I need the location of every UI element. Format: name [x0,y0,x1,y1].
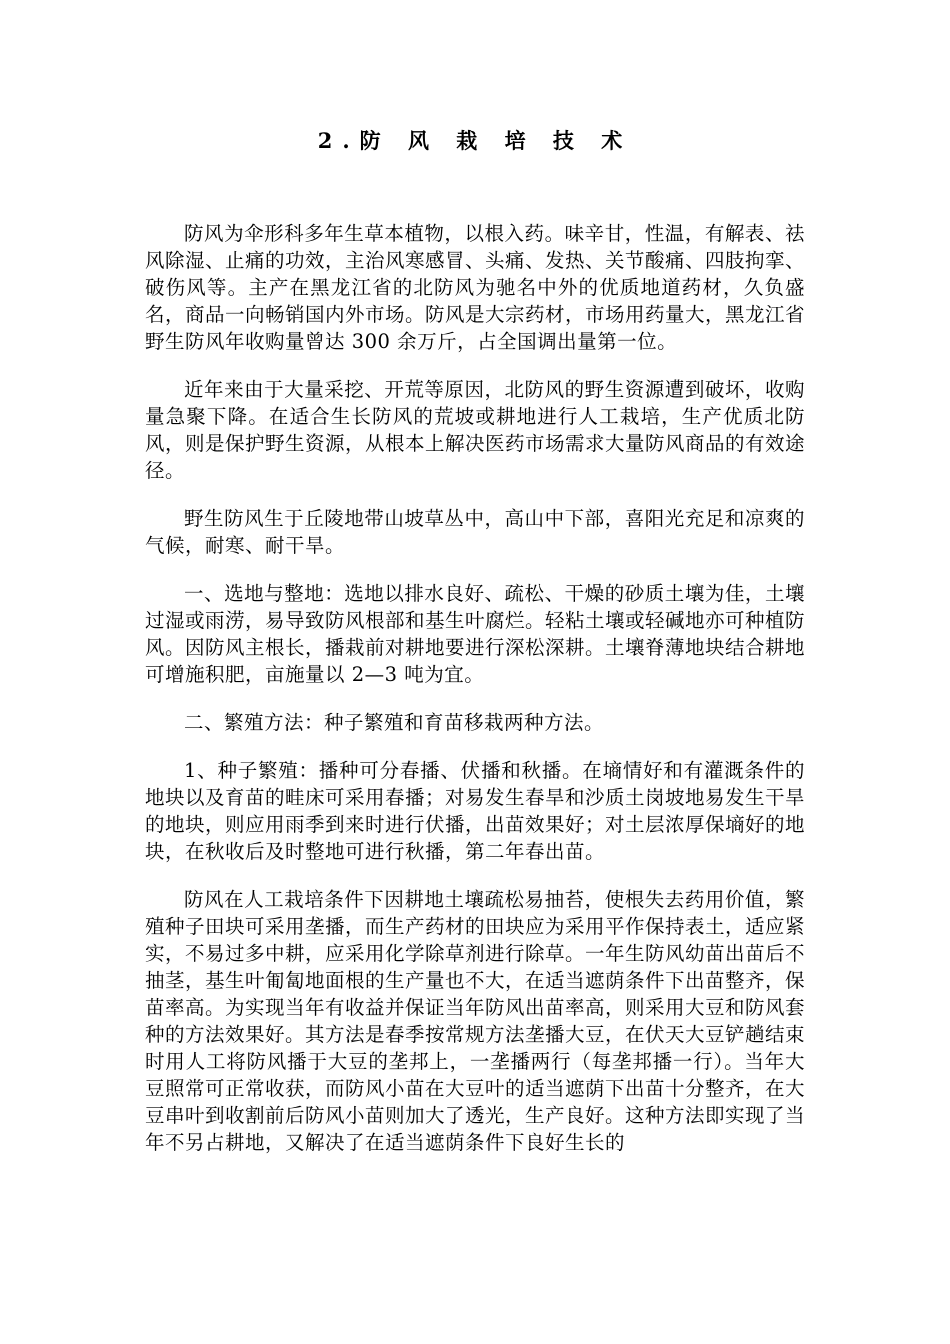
document-body [145,220,805,1177]
paragraph-propagation-methods: 二、繁殖方法：种子繁殖和育苗移栽两种方法。 [184,711,605,734]
paragraph-cultivation-intercropping: 防风在人工栽培条件下因耕地土壤疏松易抽苔，使根失去药用价值，繁殖种子田块可采用垄播，而生产药材的田块应为采用平作保持表土，适应紧实，不易过多中耕，应采用化学除草剂进行除草。一年生防风幼苗出苗后不抽茎，基生叶匍匐地面根的生产量也不大，在适当遮荫条件下出苗整齐，保苗率高。为实现当年有收益并保证当年防风出苗率高，则采用大豆和防风套种的方法效果好。其方法是春季按常规方法垄播大豆，在伏天大豆铲趟结束时用人工将防风播于大豆的垄邦上，一垄播两行（每垄邦播一行）。当年大豆照常可正常收获，而防风小苗在大豆叶的适当遮荫下出苗十分整齐，在大豆串叶到收割前后防风小苗则加大了透光，生产良好。这种方法即实现了当年不另占耕地，又解决了在适当遮荫条件下良好生长的 [145,888,806,1154]
paragraph-site-selection: 一、选地与整地：选地以排水良好、疏松、干燥的砂质土壤为佳，土壤过湿或雨涝，易导致防风根部和基生叶腐烂。轻粘土壤或轻碱地亦可种植防风。因防风主根长，播栽前对耕地要进行深松深耕。土壤脊薄地块结合耕地可增施积肥，亩施量以 2—3 吨为宜。 [145,582,806,686]
paragraph-resource-decline: 近年来由于大量采挖、开荒等原因，北防风的野生资源遭到破坏，收购量急聚下降。在适合生长防风的荒坡或耕地进行人工栽培，生产优质北防风，则是保护野生资源，从根本上解决医药市场需求大量防风商品的有效途径。 [145,378,806,482]
paragraph-habitat: 野生防风生于丘陵地带山坡草丛中，高山中下部，喜阳光充足和凉爽的气候，耐寒、耐干旱。 [145,507,805,557]
page-title: 2.防 风 栽 培 技 术 [317,128,633,153]
paragraph-intro: 防风为伞形科多年生草本植物，以根入药。味辛甘，性温，有解表、祛风除湿、止痛的功效，主治风寒感冒、头痛、发热、关节酸痛、四肢拘挛、破伤风等。主产在黑龙江省的北防风为驰名中外的优质地道药材，久负盛名，商品一向畅销国内外市场。防风是大宗药材，市场用药量大，黑龙江省野生防风年收购量曾达 300 余万斤，占全国调出量第一位。 [145,222,806,353]
paragraph-seed-propagation: 1、种子繁殖：播种可分春播、伏播和秋播。在墒情好和有灌溉条件的地块以及育苗的畦床可采用春播；对易发生春旱和沙质土岗坡地易发生干旱的地块，则应用雨季到来时进行伏播，出苗效果好；对土层浓厚保墒好的地块，在秋收后及时整地可进行秋播，第二年春出苗。 [145,759,806,863]
